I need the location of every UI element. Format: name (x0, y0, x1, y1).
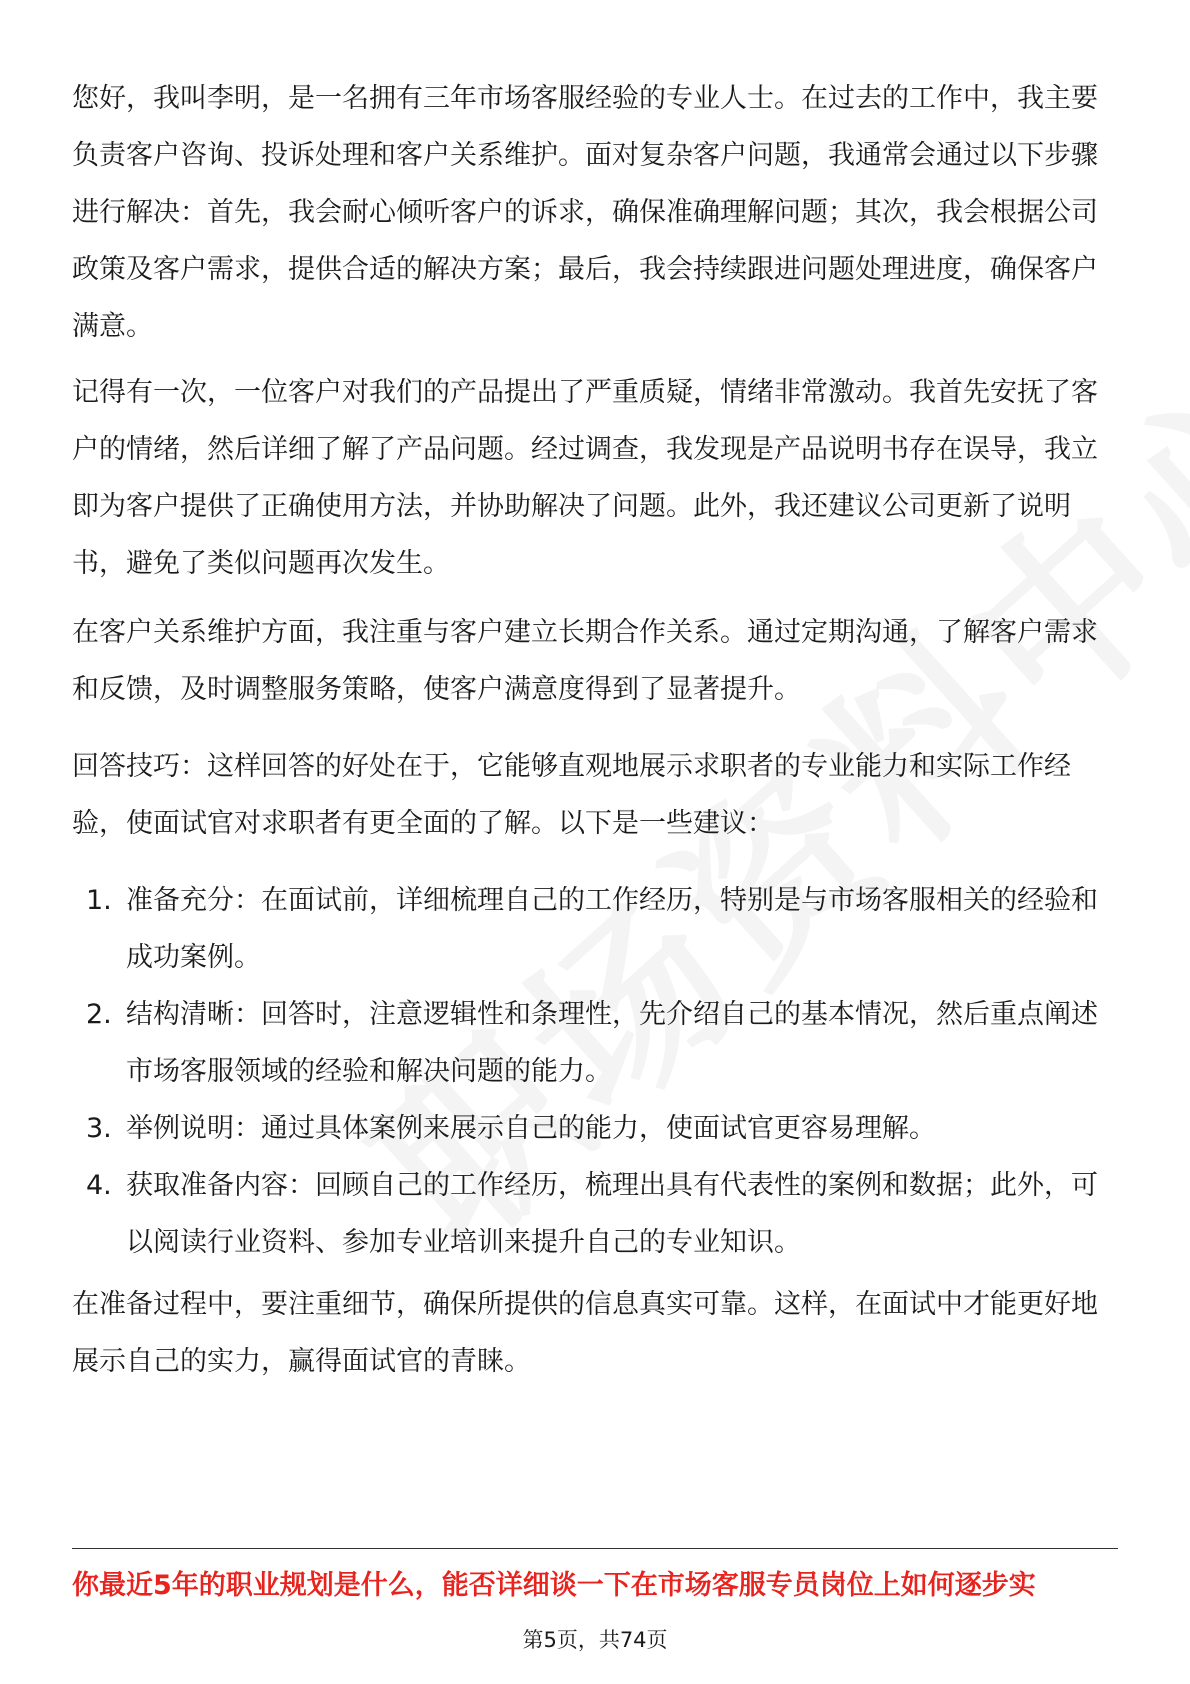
list-item (72, 986, 1118, 1100)
list-item-number: 1. (86, 885, 112, 916)
answer-paragraph-example: 记得有一次，一位客户对我们的产品提出了严重质疑，情绪非常激动。我首先安抚了客户的情绪，然后详细了解了产品问题。经过调查，我发现是产品说明书存在误导，我立即为客户提供了正确使用方法，并协助解决了问题。此外，我还建议公司更新了说明书，避免了类似问题再次发生。 (72, 377, 1098, 579)
list-item-number: 4. (86, 1170, 112, 1201)
list-item-text: 结构清晰：回答时，注意逻辑性和条理性，先介绍自己的基本情况，然后重点阐述市场客服领域的经验和解决问题的能力。 (126, 999, 1098, 1087)
answer-tips-intro: 回答技巧：这样回答的好处在于，它能够直观地展示求职者的专业能力和实际工作经验，使面试官对求职者有更全面的了解。以下是一些建议： (72, 751, 1071, 839)
answer-paragraph-relationship: 在客户关系维护方面，我注重与客户建立长期合作关系。通过定期沟通，了解客户需求和反馈，及时调整服务策略，使客户满意度得到了显著提升。 (72, 617, 1098, 705)
list-item-text: 举例说明：通过具体案例来展示自己的能力，使面试官更容易理解。 (126, 1113, 936, 1144)
list-item-text: 准备充分：在面试前，详细梳理自己的工作经历，特别是与市场客服相关的经验和成功案例。 (126, 885, 1098, 973)
list-item-number: 2. (86, 999, 112, 1030)
list-item-number: 3. (86, 1113, 112, 1144)
list-item (72, 1100, 1118, 1157)
tips-list (72, 872, 1118, 1271)
list-item-text: 获取准备内容：回顾自己的工作经历，梳理出具有代表性的案例和数据；此外，可以阅读行业资料、参加专业培训来提升自己的专业知识。 (126, 1170, 1098, 1258)
section-divider (72, 1548, 1118, 1549)
next-question-heading: 你最近5年的职业规划是什么，能否详细谈一下在市场客服专员岗位上如何逐步实 (72, 1570, 1036, 1601)
list-item (72, 872, 1118, 986)
page-number: 第5页，共74页 (522, 1628, 668, 1652)
list-item (72, 1157, 1118, 1271)
closing-paragraph: 在准备过程中，要注重细节，确保所提供的信息真实可靠。这样，在面试中才能更好地展示自己的实力，赢得面试官的青睐。 (72, 1289, 1098, 1377)
answer-paragraph-intro: 您好，我叫李明，是一名拥有三年市场客服经验的专业人士。在过去的工作中，我主要负责客户咨询、投诉处理和客户关系维护。面对复杂客户问题，我通常会通过以下步骤进行解决：首先，我会耐心倾听客户的诉求，确保准确理解问题；其次，我会根据公司政策及客户需求，提供合适的解决方案；最后，我会持续跟进问题处理进度，确保客户满意。 (72, 83, 1098, 342)
